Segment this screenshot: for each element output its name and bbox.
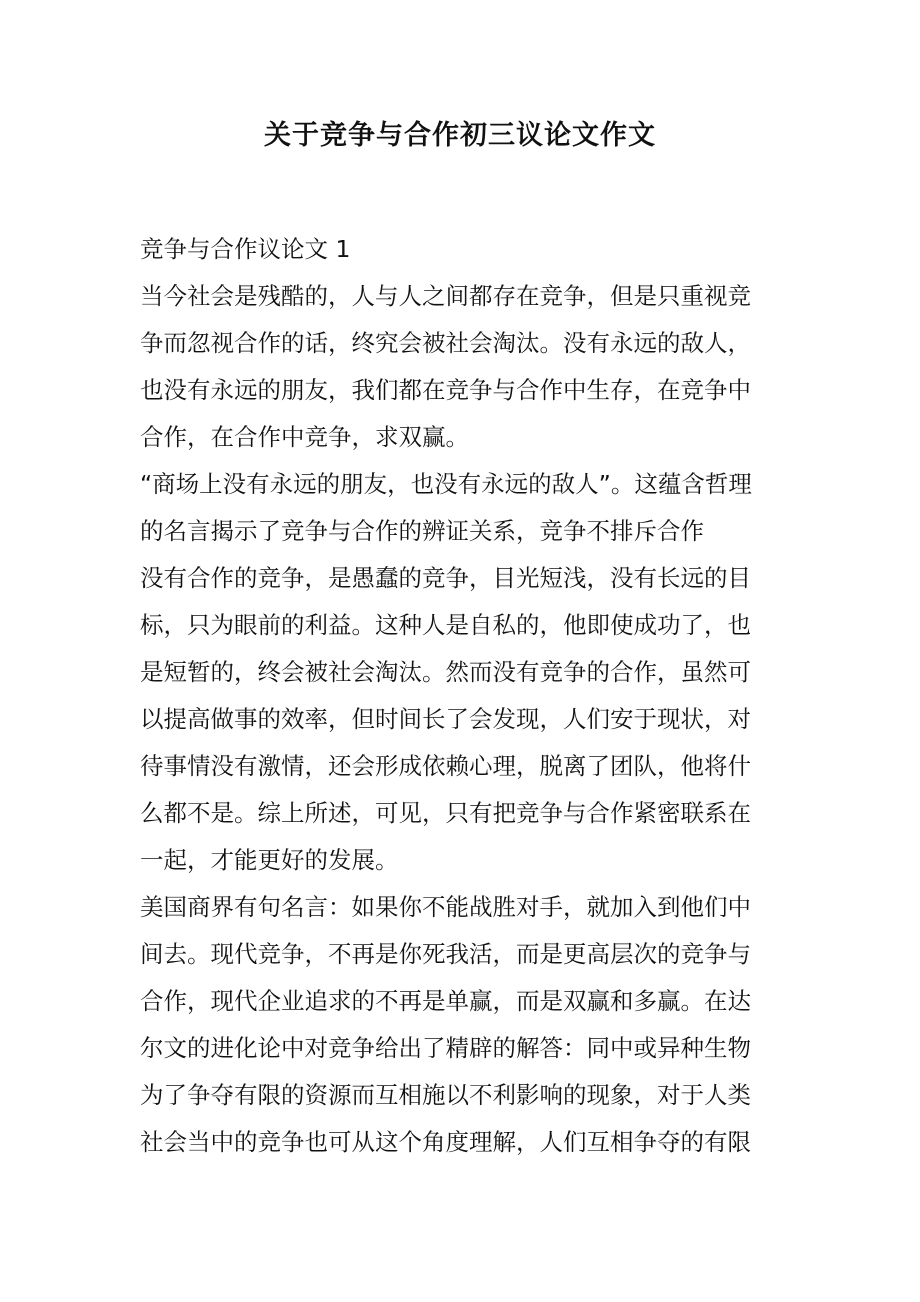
text-line: “商场上没有永远的朋友，也没有永远的敌人”。这蕴含哲理 (140, 470, 752, 498)
text-line: 竞争与合作议论文 1 (140, 235, 351, 263)
text-line: 争而忽视合作的话，终究会被社会淘汰。没有永远的敌人， (140, 329, 751, 357)
text-line: 也没有永远的朋友，我们都在竞争与合作中生存，在竞争中 (140, 376, 751, 404)
text-line: 合作，在合作中竞争，求双赢。 (140, 423, 469, 451)
text-line: 一起，才能更好的发展。 (140, 846, 399, 874)
document-title: 关于竞争与合作初三议论文作文 (264, 120, 656, 151)
text-line: 的名言揭示了竞争与合作的辨证关系，竞争不排斥合作 (140, 517, 704, 545)
text-line: 么都不是。综上所述，可见，只有把竞争与合作紧密联系在 (140, 799, 751, 827)
text-line: 美国商界有句名言：如果你不能战胜对手，就加入到他们中 (140, 893, 751, 921)
text-line: 尔文的进化论中对竞争给出了精辟的解答：同中或异种生物 (140, 1034, 751, 1062)
text-line: 标，只为眼前的利益。这种人是自私的，他即使成功了，也 (140, 611, 751, 639)
text-line: 以提高做事的效率，但时间长了会发现，人们安于现状，对 (140, 705, 751, 733)
text-line: 是短暂的，终会被社会淘汰。然而没有竞争的合作，虽然可 (140, 658, 751, 686)
text-line: 间去。现代竞争，不再是你死我活，而是更高层次的竞争与 (140, 940, 751, 968)
document-body (140, 226, 790, 1166)
text-line: 没有合作的竞争，是愚蠢的竞争，目光短浅，没有长远的目 (140, 564, 751, 592)
text-line: 当今社会是残酷的，人与人之间都存在竞争，但是只重视竞 (140, 282, 751, 310)
text-line: 社会当中的竞争也可从这个角度理解，人们互相争夺的有限 (140, 1128, 751, 1156)
text-line: 为了争夺有限的资源而互相施以不利影响的现象，对于人类 (140, 1081, 751, 1109)
text-line: 待事情没有激情，还会形成依赖心理，脱离了团队，他将什 (140, 752, 751, 780)
text-line: 合作，现代企业追求的不再是单赢，而是双赢和多赢。在达 (140, 987, 751, 1015)
